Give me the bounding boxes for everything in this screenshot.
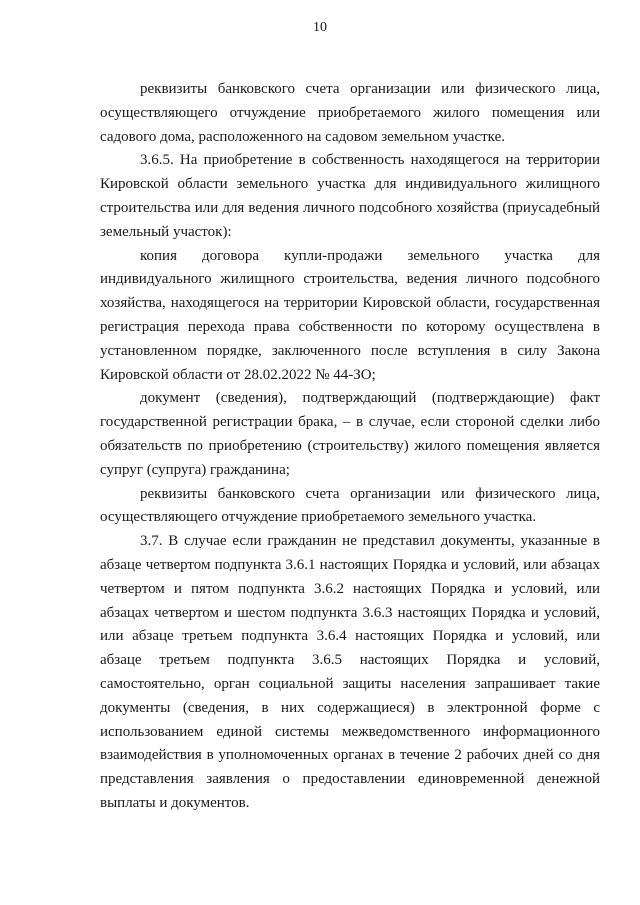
paragraph-bank-details-land: реквизиты банковского счета организации или физического лица, осуществляющего отчуждение приобретаемого земельного участка. — [100, 485, 600, 526]
paragraph-bank-details-house: реквизиты банковского счета организации или физического лица, осуществляющего отчуждение приобретаемого жилого помещения или садового дома, расположенного на садовом земельном участке. — [100, 81, 600, 145]
paragraph-land-contract: копия договора купли-продажи земельного участка для индивидуального жилищного строительства, ведения личного подсобного хозяйства, находящегося на территории Кировской области, государственная регистрация перехода права собственности по которому осуществлена в установленном порядке, заключенного после вступления в силу Закона Кировской области от 28.02.2022 № 44-ЗО; — [100, 247, 600, 383]
paragraph-marriage-document: документ (сведения), подтверждающий (подтверждающие) факт государственной регистрации брака, – в случае, если стороной сделки либо обязательств по приобретению (строительству) жилого помещения является супруг (супруга) гражданина; — [100, 390, 600, 478]
document-body — [100, 78, 600, 816]
paragraph-3-7: 3.7. В случае если гражданин не представил документы, указанные в абзаце четвертом подпункта 3.6.1 настоящих Порядка и условий, или абзацах четвертом и пятом подпункта 3.6.2 настоящих Порядка и условий, или абзацах четвертом и шестом подпункта 3.6.3 настоящих Порядка и условий, или абзаце третьем подпункта 3.6.4 настоящих Порядка и условий, или абзаце третьем подпункта 3.6.5 настоящих Порядка и условий, самостоятельно, орган социальной защиты населения запрашивает такие документы (сведения, в них содержащиеся) в электронной форме с использованием единой системы межведомственного информационного взаимодействия в уполномоченных органах в течение 2 рабочих дней со дня представления заявления о предоставлении единовременной денежной выплаты и документов. — [100, 533, 600, 811]
paragraph-3-6-5: 3.6.5. На приобретение в собственность находящегося на территории Кировской области земельного участка для индивидуального жилищного строительства или для ведения личного подсобного хозяйства (приусадебный земельный участок): — [100, 152, 600, 240]
page-number: 10 — [313, 20, 327, 35]
